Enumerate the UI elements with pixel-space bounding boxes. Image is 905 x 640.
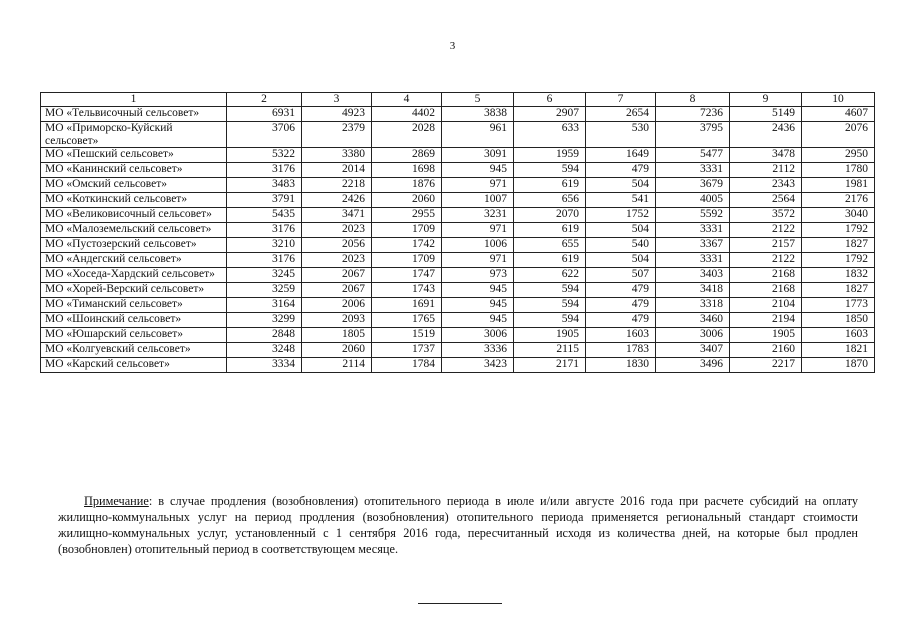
table-cell: 2093	[302, 313, 372, 328]
table-cell: 1827	[802, 238, 875, 253]
table-cell: 3334	[227, 358, 302, 373]
table-cell: 3483	[227, 178, 302, 193]
table-cell: 3164	[227, 298, 302, 313]
table-cell: 1649	[586, 148, 656, 163]
table-cell: 2104	[730, 298, 802, 313]
table-cell: 2379	[302, 122, 372, 148]
table-cell: 1783	[586, 343, 656, 358]
table-row	[41, 253, 875, 268]
table-cell: 1603	[586, 328, 656, 343]
table-cell: 3248	[227, 343, 302, 358]
municipality-name: МО «Приморско-Куйский сельсовет»	[41, 122, 227, 148]
table-cell: 2006	[302, 298, 372, 313]
footer-rule	[418, 603, 502, 604]
table-cell: 3176	[227, 223, 302, 238]
table-cell: 2160	[730, 343, 802, 358]
table-cell: 3091	[442, 148, 514, 163]
table-cell: 2122	[730, 253, 802, 268]
table-cell: 7236	[656, 107, 730, 122]
table-cell: 2168	[730, 283, 802, 298]
table-cell: 1743	[372, 283, 442, 298]
table-cell: 1691	[372, 298, 442, 313]
table-cell: 504	[586, 223, 656, 238]
table-cell: 1006	[442, 238, 514, 253]
table-cell: 3299	[227, 313, 302, 328]
table-cell: 479	[586, 298, 656, 313]
table-cell: 2056	[302, 238, 372, 253]
table-cell: 3259	[227, 283, 302, 298]
table-cell: 1870	[802, 358, 875, 373]
table-cell: 1905	[514, 328, 586, 343]
municipality-name: МО «Тиманский сельсовет»	[41, 298, 227, 313]
table-row	[41, 328, 875, 343]
table-cell: 594	[514, 298, 586, 313]
column-header: 10	[802, 93, 875, 107]
column-header: 3	[302, 93, 372, 107]
municipality-name: МО «Колгуевский сельсовет»	[41, 343, 227, 358]
table-cell: 1742	[372, 238, 442, 253]
table-cell: 961	[442, 122, 514, 148]
table-cell: 3331	[656, 253, 730, 268]
table-cell: 4402	[372, 107, 442, 122]
table-cell: 594	[514, 313, 586, 328]
table-cell: 2168	[730, 268, 802, 283]
table-cell: 3231	[442, 208, 514, 223]
table-cell: 2115	[514, 343, 586, 358]
table-cell: 3460	[656, 313, 730, 328]
column-header: 9	[730, 93, 802, 107]
table-row	[41, 163, 875, 178]
table-cell: 507	[586, 268, 656, 283]
table-cell: 1603	[802, 328, 875, 343]
table-row	[41, 313, 875, 328]
table-cell: 2564	[730, 193, 802, 208]
table-cell: 4607	[802, 107, 875, 122]
table-cell: 2848	[227, 328, 302, 343]
table-cell: 3331	[656, 223, 730, 238]
table-cell: 3572	[730, 208, 802, 223]
table-cell: 1792	[802, 253, 875, 268]
table-cell: 504	[586, 178, 656, 193]
table-row	[41, 178, 875, 193]
table-cell: 2194	[730, 313, 802, 328]
table-cell: 2060	[372, 193, 442, 208]
table-row	[41, 122, 875, 148]
municipality-name: МО «Карский сельсовет»	[41, 358, 227, 373]
table-cell: 3407	[656, 343, 730, 358]
table-cell: 3418	[656, 283, 730, 298]
table-cell: 945	[442, 163, 514, 178]
table-cell: 1765	[372, 313, 442, 328]
table-cell: 1698	[372, 163, 442, 178]
table-cell: 1519	[372, 328, 442, 343]
table-cell: 973	[442, 268, 514, 283]
table-cell: 3380	[302, 148, 372, 163]
table-cell: 1752	[586, 208, 656, 223]
table-cell: 3006	[656, 328, 730, 343]
table-cell: 541	[586, 193, 656, 208]
table-cell: 3331	[656, 163, 730, 178]
table-cell: 540	[586, 238, 656, 253]
subsidy-standards-table	[40, 92, 875, 373]
table-cell: 945	[442, 283, 514, 298]
municipality-name: МО «Андегский сельсовет»	[41, 253, 227, 268]
table-cell: 1876	[372, 178, 442, 193]
table-cell: 2171	[514, 358, 586, 373]
table-cell: 619	[514, 253, 586, 268]
column-header: 1	[41, 93, 227, 107]
table-cell: 3478	[730, 148, 802, 163]
table-cell: 2067	[302, 268, 372, 283]
table-cell: 2217	[730, 358, 802, 373]
column-header: 6	[514, 93, 586, 107]
table-cell: 2654	[586, 107, 656, 122]
footnote-text: : в случае продления (возобновления) отопительного периода в июле и/или августе 2016 года при расчете субсидий на оплату жилищно-коммунальных услуг на период продления (возобновления) отопительного периода применяется региональный стандарт стоимости жилищно-коммунальных услуг, установленный с 1 сентября 2016 года, пересчитанный исходя из количества дней, на которые был продлен (возобновлен) отопительный период в соответствующем месяце.	[58, 494, 858, 556]
table-cell: 2218	[302, 178, 372, 193]
table-cell: 1905	[730, 328, 802, 343]
table-cell: 3336	[442, 343, 514, 358]
table-cell: 2023	[302, 253, 372, 268]
table-cell: 1007	[442, 193, 514, 208]
column-header: 5	[442, 93, 514, 107]
table-cell: 2060	[302, 343, 372, 358]
table-cell: 1821	[802, 343, 875, 358]
table-cell: 3791	[227, 193, 302, 208]
column-header: 7	[586, 93, 656, 107]
table-row	[41, 238, 875, 253]
table-cell: 504	[586, 253, 656, 268]
table-cell: 594	[514, 163, 586, 178]
table-cell: 619	[514, 178, 586, 193]
footnote	[58, 493, 858, 557]
table-cell: 619	[514, 223, 586, 238]
table-cell: 530	[586, 122, 656, 148]
table-cell: 3471	[302, 208, 372, 223]
table-cell: 3423	[442, 358, 514, 373]
table-cell: 2426	[302, 193, 372, 208]
table-cell: 3176	[227, 253, 302, 268]
table-cell: 1827	[802, 283, 875, 298]
table-cell: 1737	[372, 343, 442, 358]
table-cell: 1784	[372, 358, 442, 373]
table-cell: 479	[586, 283, 656, 298]
table-cell: 479	[586, 313, 656, 328]
table-cell: 2122	[730, 223, 802, 238]
table-cell: 5149	[730, 107, 802, 122]
table-cell: 2070	[514, 208, 586, 223]
municipality-name: МО «Коткинский сельсовет»	[41, 193, 227, 208]
municipality-name: МО «Хорей-Верский сельсовет»	[41, 283, 227, 298]
table-cell: 1981	[802, 178, 875, 193]
municipality-name: МО «Малоземельский сельсовет»	[41, 223, 227, 238]
table-cell: 2112	[730, 163, 802, 178]
table-cell: 3318	[656, 298, 730, 313]
table-cell: 1709	[372, 253, 442, 268]
table-cell: 3679	[656, 178, 730, 193]
table-cell: 4923	[302, 107, 372, 122]
table-cell: 1959	[514, 148, 586, 163]
table-cell: 2176	[802, 193, 875, 208]
table-cell: 594	[514, 283, 586, 298]
table-cell: 2907	[514, 107, 586, 122]
table-cell: 1830	[586, 358, 656, 373]
table-cell: 971	[442, 253, 514, 268]
table-cell: 2076	[802, 122, 875, 148]
table-cell: 4005	[656, 193, 730, 208]
table-cell: 2955	[372, 208, 442, 223]
column-header: 4	[372, 93, 442, 107]
table-cell: 3367	[656, 238, 730, 253]
table-cell: 1747	[372, 268, 442, 283]
municipality-name: МО «Великовисочный сельсовет»	[41, 208, 227, 223]
table-cell: 5322	[227, 148, 302, 163]
table-cell: 3176	[227, 163, 302, 178]
table-cell: 2436	[730, 122, 802, 148]
table-cell: 5435	[227, 208, 302, 223]
table-header-row	[41, 93, 875, 107]
table-cell: 971	[442, 223, 514, 238]
table-cell: 3210	[227, 238, 302, 253]
table-cell: 655	[514, 238, 586, 253]
table-cell: 3838	[442, 107, 514, 122]
table-cell: 3496	[656, 358, 730, 373]
table-cell: 945	[442, 313, 514, 328]
municipality-name: МО «Тельвисочный сельсовет»	[41, 107, 227, 122]
municipality-name: МО «Юшарский сельсовет»	[41, 328, 227, 343]
table-row	[41, 193, 875, 208]
table-cell: 2950	[802, 148, 875, 163]
table-cell: 1805	[302, 328, 372, 343]
table-cell: 3795	[656, 122, 730, 148]
table-cell: 3006	[442, 328, 514, 343]
municipality-name: МО «Хоседа-Хардский сельсовет»	[41, 268, 227, 283]
table-body	[41, 107, 875, 373]
table-row	[41, 223, 875, 238]
page-number: 3	[449, 40, 456, 52]
table-cell: 2028	[372, 122, 442, 148]
table-row	[41, 343, 875, 358]
table-cell: 3706	[227, 122, 302, 148]
table-cell: 945	[442, 298, 514, 313]
municipality-name: МО «Канинский сельсовет»	[41, 163, 227, 178]
table-row	[41, 148, 875, 163]
column-header: 8	[656, 93, 730, 107]
footnote-label: Примечание	[84, 494, 149, 508]
table-cell: 1780	[802, 163, 875, 178]
table-row	[41, 208, 875, 223]
table-row	[41, 358, 875, 373]
table-cell: 622	[514, 268, 586, 283]
table-cell: 3245	[227, 268, 302, 283]
municipality-name: МО «Шоинский сельсовет»	[41, 313, 227, 328]
table-cell: 1709	[372, 223, 442, 238]
table-cell: 1832	[802, 268, 875, 283]
table-cell: 479	[586, 163, 656, 178]
table-cell: 1850	[802, 313, 875, 328]
municipality-name: МО «Пешский сельсовет»	[41, 148, 227, 163]
table-cell: 1773	[802, 298, 875, 313]
municipality-name: МО «Пустозерский сельсовет»	[41, 238, 227, 253]
table-cell: 3040	[802, 208, 875, 223]
table-cell: 5592	[656, 208, 730, 223]
table-cell: 2157	[730, 238, 802, 253]
table-row	[41, 268, 875, 283]
table-cell: 2114	[302, 358, 372, 373]
table-cell: 2869	[372, 148, 442, 163]
municipality-name: МО «Омский сельсовет»	[41, 178, 227, 193]
table-cell: 6931	[227, 107, 302, 122]
table-cell: 1792	[802, 223, 875, 238]
table-row	[41, 283, 875, 298]
table-cell: 2014	[302, 163, 372, 178]
table-cell: 2067	[302, 283, 372, 298]
table-cell: 971	[442, 178, 514, 193]
table-cell: 633	[514, 122, 586, 148]
table-cell: 3403	[656, 268, 730, 283]
table-cell: 2023	[302, 223, 372, 238]
table-cell: 2343	[730, 178, 802, 193]
table-row	[41, 298, 875, 313]
table-cell: 5477	[656, 148, 730, 163]
column-header: 2	[227, 93, 302, 107]
table-cell: 656	[514, 193, 586, 208]
table-row	[41, 107, 875, 122]
